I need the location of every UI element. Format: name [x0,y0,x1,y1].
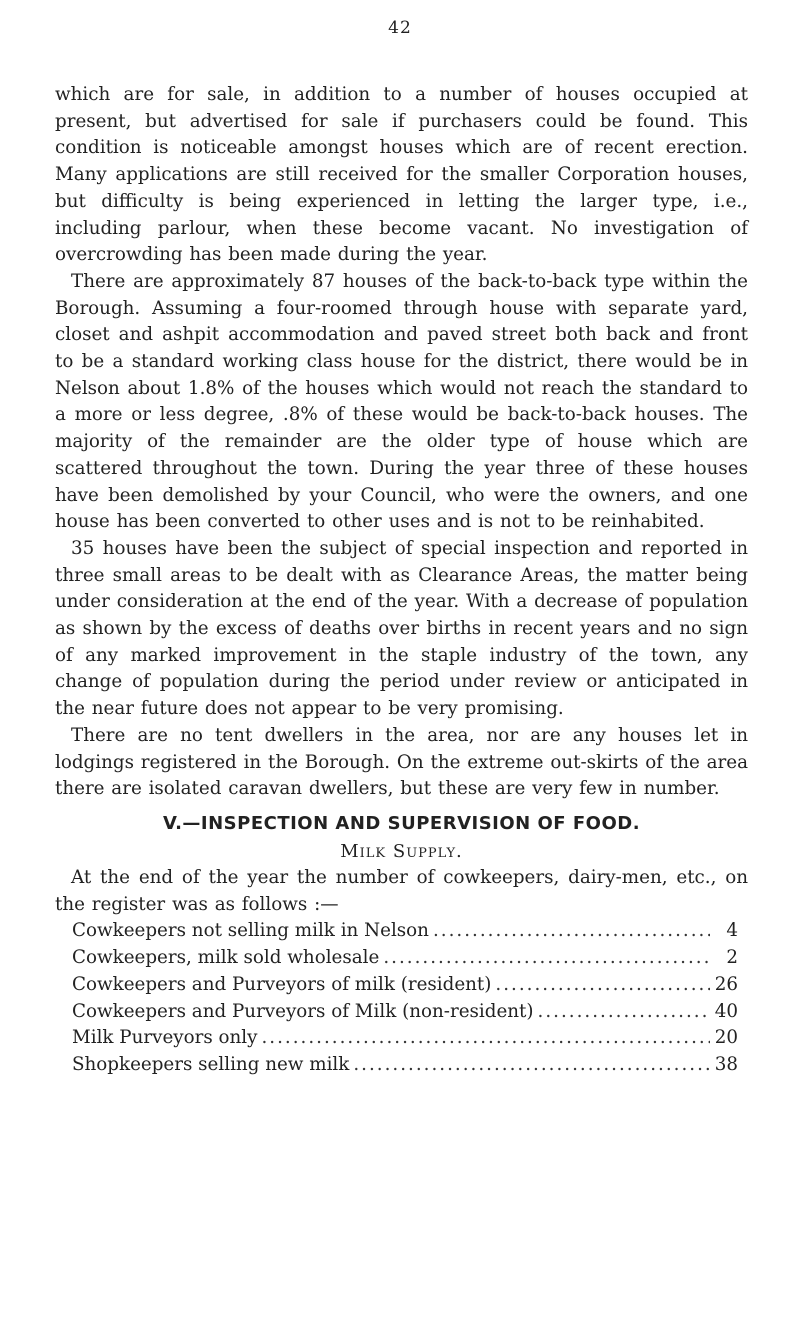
list-item [72,945,748,972]
paragraph-clearance-areas: 35 houses have been the subject of special inspection and reported in three small areas to be dealt with as Clearance Areas, the matter being under consideration at the end of the year. With a decrease of population as shown by the excess of deaths over births in recent years and no sign of any marked improvement in the staple industry of the town, any change of population during the period under review or anticipated in the near future does not appear to be very promising. [55,537,748,720]
register-value: 4 [726,920,738,942]
paragraph-housing-sale: which are for sale, in addition to a number of houses occupied at present, but advertised for sale if purchasers could be found. This condition is noticeable amongst houses which are of recent erection. Many applications are still received for the smaller Corporation houses, but difficulty is being experienced in letting the larger type, i.e., including parlour, when these become vacant. No investigation of overcrowding has been made during the year. [55,84,748,266]
register-label: Cowkeepers and Purveyors of milk (resident) [72,973,492,995]
list-item [72,1052,748,1079]
section-heading: V.—INSPECTION AND SUPERVISION OF FOOD. [162,812,641,834]
sub-heading: Milk Supply. [340,840,463,862]
list-item [72,918,748,945]
paragraph-tent-dwellers: There are no tent dwellers in the area, nor are any houses let in lodgings registered in the Borough. On the extreme out-skirts of the area there are isolated caravan dwellers, but these are very few in number. [55,724,748,800]
list-item [72,1025,748,1052]
register-label: Shopkeepers selling new milk [72,1053,350,1075]
page-number: 42 [388,18,412,38]
dot-leader [538,999,710,1026]
register-label: Cowkeepers and Purveyors of Milk (non-resident) [72,1000,534,1022]
milk-register-list [55,918,748,1078]
register-label: Milk Purveyors only [72,1027,258,1049]
dot-leader [433,918,710,945]
dot-leader [495,972,710,999]
dot-leader [383,945,710,972]
milk-register-intro: At the end of the year the number of cowkeepers, dairy-men, etc., on the register was as follows :— [55,866,748,915]
list-item [72,972,748,999]
register-label: Cowkeepers, milk sold wholesale [72,947,380,969]
paragraph-back-to-back: There are approximately 87 houses of the back-to-back type within the Borough. Assuming a four-roomed through house with separate yard, closet and ashpit accommodation and paved street both back and front to be a standard working class house for the district, there would be in Nelson about 1.8% of the houses which would not reach the standard to a more or less degree, .8% of these would be back-to-back houses. The majority of the remainder are the older type of house which are scattered throughout the town. During the year three of these houses have been demolished by your Council, who were the owners, and one house has been converted to other uses and is not to be reinhabited. [55,270,748,533]
register-value: 40 [714,1000,738,1022]
register-value: 38 [714,1053,738,1075]
list-item [72,999,748,1026]
register-value: 2 [726,947,738,969]
register-label: Cowkeepers not selling milk in Nelson [72,920,429,942]
register-value: 26 [714,973,738,995]
dot-leader [353,1052,710,1079]
dot-leader [261,1025,710,1052]
register-value: 20 [714,1027,738,1049]
